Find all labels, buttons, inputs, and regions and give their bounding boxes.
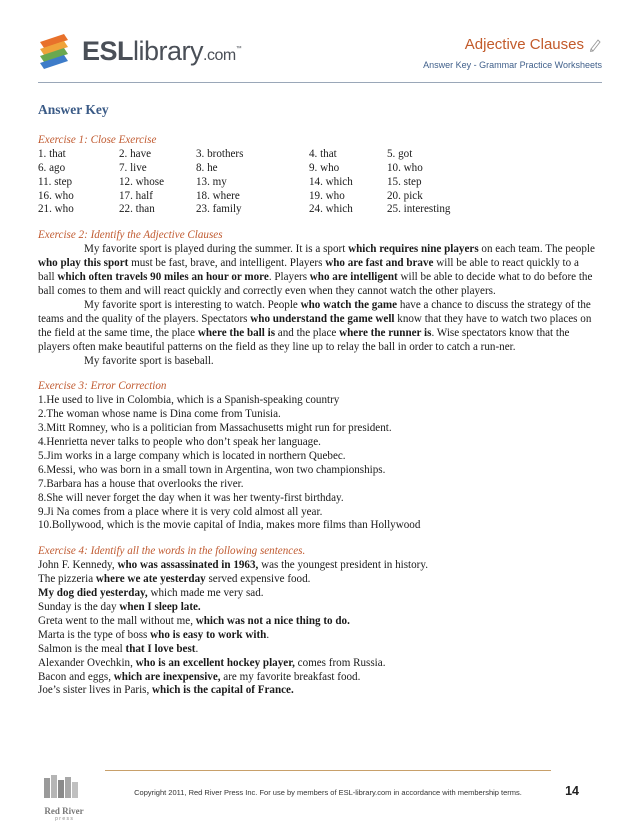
adjective-clause: who understand the game well [250,312,395,325]
sentence-text: served expensive food. [205,573,311,586]
worksheet-title: Adjective Clauses [465,36,602,53]
answer-row [38,162,477,176]
adjective-clause: who are intelligent [309,271,398,284]
sentence-text: will be able to decide what to do before the ball comes to them and will react quickly and correctly even when they cannot watch the other players. [38,271,593,297]
sentence-text: are my favorite breakfast food. [220,670,361,683]
sentence-text: have a chance to discuss the strategy of the teams and the quality of the players. Spectators [38,298,591,325]
sentence-text: . Wise spectators know that the players often make beautiful patterns on the field as they line up to relay the ball in order to catch a run-ner. [38,326,570,353]
correction-line: 5.Jim works in a large company which is located in northern Quebec. [38,449,346,462]
correction-line: 6.Messi, who was born in a small town in Argentina, won two championships. [38,463,386,476]
sentence-text: John F. Kennedy, [38,559,118,572]
sentence-text: The pizzeria [38,573,96,586]
answer-cell: 18. where [196,189,240,202]
answer-cell: 17. half [119,189,153,202]
answer-cell: 20. pick [387,189,423,202]
sentence-text: . Players [268,271,310,284]
pencil-icon [588,38,602,52]
sentence-text: My favorite sport is played during the summer. It is a sport [84,243,349,256]
identify-sentence [38,684,598,698]
publisher-name: Red River [44,806,84,816]
exercise-3-list [38,394,598,533]
copyright-notice: Copyright 2011, Red River Press Inc. For use by members of ESL-library.com in accordance with membership terms. [134,788,522,797]
identify-sentence [38,559,598,573]
answer-cell: 23. family [196,203,242,216]
adjective-clause: when I sleep late. [119,601,201,613]
correction-line: 8.She will never forget the day when it was her twenty-first birthday. [38,491,344,504]
answer-cell: 1. that [38,147,66,160]
answer-cell: 5. got [387,147,413,160]
sentence-text: which made me very sad. [147,587,264,600]
publisher-press: p r e s s [55,816,73,822]
answer-row [38,190,477,204]
correction-line: 1.He used to live in Colombia, which is a Spanish-speaking country [38,394,340,407]
exercise-2-paragraph-3: My favorite sport is baseball. [84,354,214,367]
answer-cell: 14. which [309,175,353,188]
sentence-text: Greta went to the mall without me, [38,614,196,627]
identify-sentence [38,573,598,587]
answer-cell: 9. who [309,161,340,174]
answer-row [38,203,477,217]
adjective-clause: which are inexpensive, [113,670,221,683]
adjective-clause: where we ate yesterday [95,573,206,586]
answer-cell: 12. whose [119,175,164,188]
answer-cell: 24. which [309,203,353,216]
adjective-clause: where the runner is [339,326,432,339]
sentence-text: Salmon is the meal [38,642,126,655]
footer-divider [105,770,551,771]
exercise-2-title: Exercise 2: Identify the Adjective Clauses [38,229,223,242]
sentence-text: and the place [275,326,340,339]
answer-key-content [38,103,598,698]
correction-line: 9.Ji Na comes from a place where it is very cold almost all year. [38,505,323,518]
adjective-clause: which often travels 90 miles an hour or more [57,271,269,284]
adjective-clause: who is easy to work with [150,628,267,641]
adjective-clause: where the ball is [197,326,276,339]
answer-cell: 11. step [38,175,73,188]
esl-library-logo [38,30,242,74]
adjective-clause: which requires nine players [348,243,479,256]
correction-line: 10.Bollywood, which is the movie capital of India, makes more films than Hollywood [38,519,421,532]
page-number: 14 [565,784,579,798]
identify-sentence [38,629,598,643]
adjective-clause: My dog died yesterday, [38,587,148,600]
sentence-text: was the youngest president in history. [258,559,428,572]
identify-sentence [38,657,598,671]
adjective-clause: who was assassinated in 1963, [117,559,259,572]
exercise-2-paragraph-2 [38,299,598,355]
adjective-clause: which is the capital of France. [152,684,294,697]
identify-sentence [38,615,598,629]
exercise-4-list [38,559,598,698]
answer-row [38,148,477,162]
header-divider [38,82,602,83]
adjective-clause: that I love best [125,642,196,655]
sentence-text: know that they have to watch two places on the field at the same time, the place [38,312,592,339]
sentence-text: Joe’s sister lives in Paris, [38,684,153,697]
answer-cell: 2. have [119,147,152,160]
identify-sentence [38,643,598,657]
answer-cell: 6. ago [38,161,66,174]
sentence-text: must be fast, brave, and intelligent. Players [128,257,326,270]
answer-cell: 10. who [387,161,423,174]
sentence-text: . [266,628,270,641]
worksheet-subtitle: Answer Key - Grammar Practice Worksheets [423,60,602,70]
adjective-clause: who is an excellent hockey player, [135,656,295,669]
correction-line: 7.Barbara has a house that overlooks the river. [38,477,244,490]
sentence-text: comes from Russia. [294,656,386,669]
identify-sentence [38,671,598,685]
answer-cell: 22. than [119,203,155,216]
sentence-text: Sunday is the day [38,601,120,613]
exercise-1-title: Exercise 1: Close Exercise [38,133,157,146]
identify-sentence [38,601,598,615]
correction-line: 3.Mitt Romney, who is a politician from Massachusetts might run for president. [38,422,392,435]
sentence-text: Bacon and eggs, [38,670,114,683]
answer-cell: 4. that [309,147,337,160]
adjective-clause: who are fast and brave [325,257,434,270]
exercise-1-answers-table [38,148,477,218]
answer-cell: 7. live [119,161,147,174]
sentence-text: . [195,642,199,655]
sentence-text: on each team. The people [478,243,595,256]
adjective-clause: which was not a nice thing to do. [195,614,350,627]
answer-cell: 16. who [38,189,74,202]
exercise-2-paragraph-1 [38,243,598,299]
red-river-press-logo [38,772,90,822]
logo-text: ESLlibrary.com™ [82,36,242,66]
correction-line: 4.Henrietta never talks to people who don’t speak her language. [38,436,321,449]
sentence-text: Alexander Ovechkin, [38,656,136,669]
answer-cell: 21. who [38,203,74,216]
sentence-text: My favorite sport is interesting to watch. People [84,298,301,311]
correction-line: 2.The woman whose name is Dina come from Tunisia. [38,408,281,421]
logo-mark-icon [38,32,78,70]
header-right [423,36,602,70]
answer-cell: 8. he [196,161,218,174]
book-stack-icon [38,772,90,802]
answer-cell: 15. step [387,175,422,188]
sentence-text: will be able to react quickly to a ball [38,257,579,284]
answer-cell: 19. who [309,189,345,202]
answer-row [38,176,477,190]
adjective-clause: who watch the game [300,298,398,311]
answer-cell: 25. interesting [387,203,451,216]
exercise-3-title: Exercise 3: Error Correction [38,380,167,393]
adjective-clause: who play this sport [38,257,129,270]
exercise-4-title: Exercise 4: Identify all the words in the following sentences. [38,545,306,558]
answer-cell: 13. my [196,175,227,188]
answer-cell: 3. brothers [196,147,244,160]
answer-key-heading: Answer Key [38,102,109,117]
identify-sentence [38,587,598,601]
sentence-text: Marta is the type of boss [38,628,151,641]
